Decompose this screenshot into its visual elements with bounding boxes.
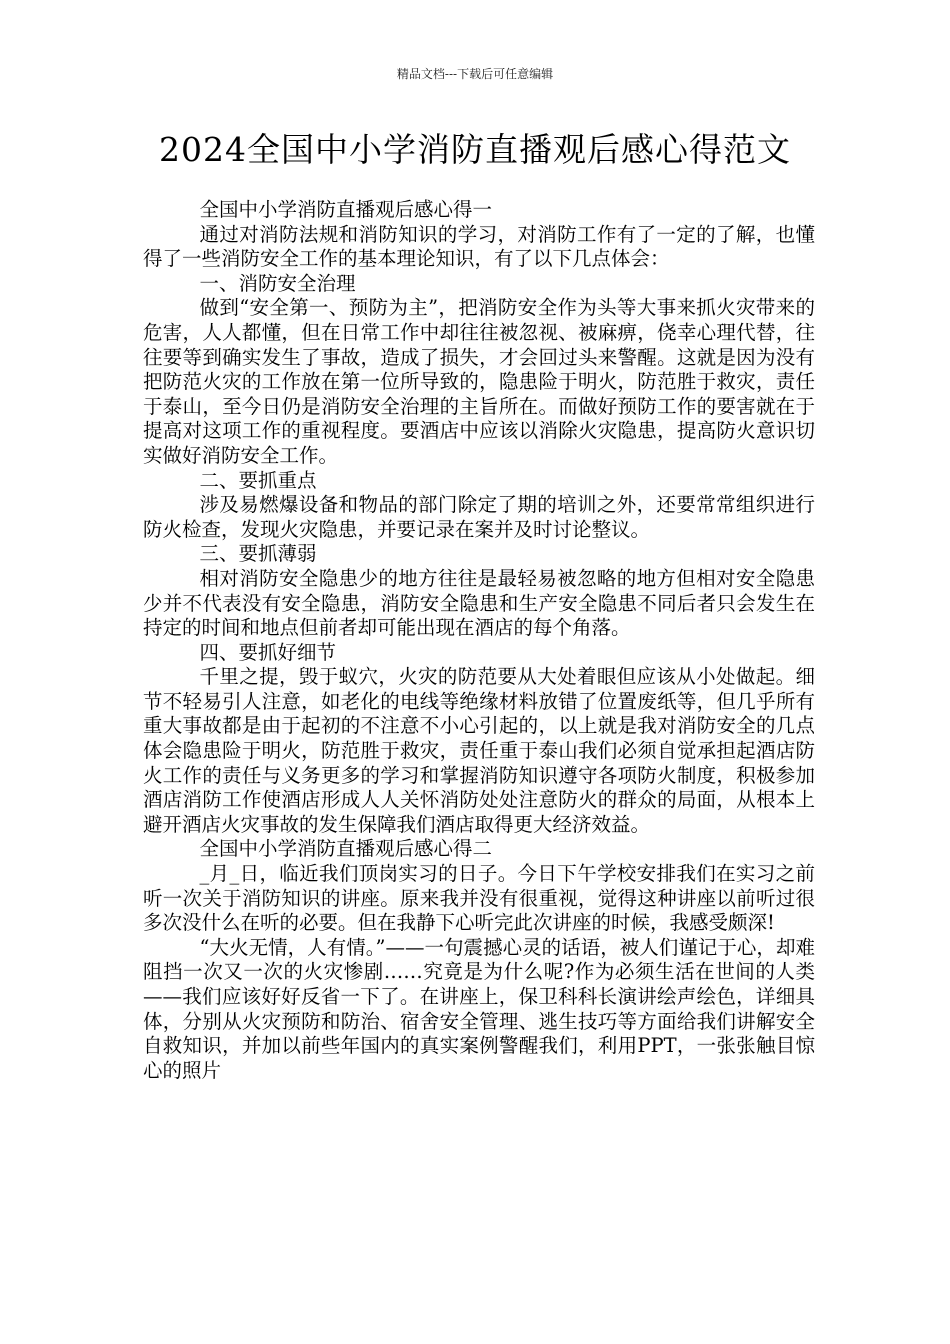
header-note: 精品文档---下载后可任意编辑 bbox=[396, 67, 554, 81]
paragraph: 相对消防安全隐患少的地方往往是最轻易被忽略的地方但相对安全隐患少并不代表没有安全隐患，消防安全隐患和生产安全隐患不同后者只会发生在持定的时间和地点但前者却可能出现在酒店的每个角落。 bbox=[143, 566, 815, 640]
paragraph: 做到“安全第一、预防为主”，把消防安全作为头等大事来抓火灾带来的危害，人人都懂，但在日常工作中却往往被忽视、被麻痹，侥幸心理代替，往往要等到确实发生了事故，造成了损失，才会回过头来警醒。这就是因为没有把防范火灾的工作放在第一位所导致的，隐患险于明火，防范胜于救灾，责任于泰山，至今日仍是消防安全治理的主旨所在。而做好预防工作的要害就在于提高对这项工作的重视程度。要酒店中应该以消除火灾隐患，提高防火意识切实做好消防安全工作。 bbox=[143, 296, 815, 467]
subheading: 一、消防安全治理 bbox=[199, 271, 356, 295]
paragraph: “大火无情，人有情。”——一句震撼心灵的话语，被人们谨记于心，却难阻挡一次又一次的火灾惨剧……究竟是为什么呢?作为必须生活在世间的人类——我们应该好好反省一下了。在讲座上，保卫科科长演讲绘声绘色，详细具体，分别从火灾预防和防治、宿舍安全管理、逃生技巧等方面给我们讲解安全自救知识，并加以前些年国内的真实案例警醒我们，利用PPT，一张张触目惊心的照片 bbox=[143, 935, 815, 1082]
paragraph: _月_日，临近我们顶岗实习的日子。今日下午学校安排我们在实习之前听一次关于消防知识的讲座。原来我并没有很重视，觉得这种讲座以前听过很多次没什么在听的必要。但在我静下心听完此次讲座的时候，我感受颇深! bbox=[143, 862, 815, 935]
document-title: 2024全国中小学消防直播观后感心得范文 bbox=[159, 130, 791, 169]
document-body bbox=[143, 198, 815, 1083]
paragraph: 涉及易燃爆设备和物品的部门除定了期的培训之外，还要常常组织进行防火检查，发现火灾隐患，并要记录在案并及时讨论整议。 bbox=[143, 493, 815, 541]
section-heading-1: 全国中小学消防直播观后感心得一 bbox=[199, 198, 493, 221]
subheading: 三、要抓薄弱 bbox=[199, 542, 317, 566]
paragraph: 千里之提，毁于蚁穴，火灾的防范要从大处着眼但应该从小处做起。细节不轻易引人注意，如老化的电线等绝缘材料放错了位置废纸等，但几乎所有重大事故都是由于起初的不注意不小心引起的，以上就是我对消防安全的几点体会隐患险于明火，防范胜于救灾，责任重于泰山我们必须自觉承担起酒店防火工作的责任与义务更多的学习和掌握消防知识遵守各项防火制度，积极参加酒店消防工作使酒店形成人人关怀消防处处注意防火的群众的局面，从根本上避开酒店火灾事故的发生保障我们酒店取得更大经济效益。 bbox=[143, 665, 815, 836]
subheading: 二、要抓重点 bbox=[199, 468, 317, 492]
paragraph: 通过对消防法规和消防知识的学习，对消防工作有了一定的了解，也懂得了一些消防安全工作的基本理论知识，有了以下几点体会： bbox=[143, 222, 815, 271]
subheading: 四、要抓好细节 bbox=[199, 640, 337, 664]
section-heading-2: 全国中小学消防直播观后感心得二 bbox=[199, 837, 493, 861]
